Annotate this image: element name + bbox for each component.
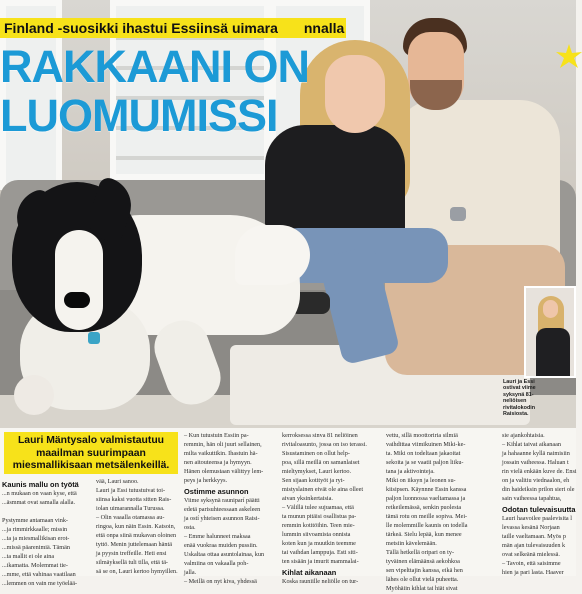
column-5-line: Tällä hetkellä oripari on ty- [386, 549, 455, 556]
column-4-line: poa, sillä meillä on samanlaiset [282, 459, 360, 466]
inset-woman-top [536, 328, 570, 376]
column-4-line: mieltymykset, Lauri kertoo. [282, 468, 352, 475]
column-5-line: tyväinen elämäänsä aekohkoa [386, 558, 460, 565]
headline: RAKKAANI ON LUOMUMISSI [0, 41, 309, 141]
column-6-line: ja hahaanne kyllä naimisiin [502, 450, 570, 457]
column-2-line: silmäyksellä tuli tilla, että tä- [96, 559, 168, 566]
column-5-line: vaihdittaa viimikuinen Miki-ke- [386, 441, 466, 448]
column-1-line: ...mme, että vahinaa vaatilaan [2, 571, 76, 578]
column-5-line: sekoita ja se vaatii paljon liiku- [386, 459, 464, 466]
dog-blaze [55, 230, 103, 330]
dog-paw [14, 375, 54, 415]
column-6-line: on ja valitiu viednaalon, eh [502, 477, 570, 484]
dog-tag-icon [88, 332, 100, 344]
column-5-line: tana ja aktivointeja. [386, 468, 435, 475]
column-3-line: Uskaltaa ottaa asuntolainaa, kun [184, 551, 265, 558]
column-1-line: ...ja rimmirkkaalle; missin [2, 526, 68, 533]
column-1-subhead: Kaunis mallu on työtä [2, 480, 79, 489]
column-5-text [386, 432, 486, 593]
column-4-line: rivitaloasunto, jossa on iso terassi. [282, 441, 367, 448]
column-4-line: ten sisään ja imurit mammalai- [282, 558, 359, 565]
woman-face [325, 55, 385, 133]
column-5-line: tämä rotu on meille sopiva. Mei- [386, 513, 468, 520]
column-5-line: lle molemmille kaunis on todella [386, 522, 468, 529]
column-3-line: – Emme halunneet maksaa [184, 533, 251, 540]
column-2-line: siinsa kaksi vuotta sitten Rais- [96, 496, 172, 503]
column-2-line: ja pyysin treffeille. Heti ensi [96, 550, 167, 557]
column-2-line: vää, Lauri sanoo. [96, 478, 139, 485]
column-4-line: tai vaihdan lamppuja. Esti siti- [282, 549, 358, 556]
column-4-text-2 [282, 578, 378, 586]
watch-icon [450, 207, 466, 221]
column-4-line: Koska rauniille neliölle on tur- [282, 578, 359, 585]
column-4-subhead: Kihlat aikanaan [282, 568, 337, 577]
column-4-line: koten kun ja muutkin teemme [282, 540, 356, 547]
column-1-line: ...ta mallit ei ole aina [2, 553, 55, 560]
column-6-line: jossain vaiheessa. Haluan t [502, 459, 569, 466]
column-3-line: edetä parisuhteessaan askeleen [184, 506, 261, 513]
column-5-line: Myöhäiin kihlat tai hiät sivat [386, 585, 458, 592]
column-4-line: Sisustaminen on ollut help- [282, 450, 350, 457]
column-3-text-2 [184, 497, 276, 586]
column-6-line: – Kihlat taivat aikanaan [502, 441, 561, 448]
column-3-line: enää vuokraa muiden pussiin. [184, 542, 258, 549]
column-3-line: Viime syksynä rauniparí päätti [184, 497, 260, 504]
column-2-line: sä se on, Lauri kertoo hymyillen. [96, 568, 178, 575]
kicker: Finland -suosikki ihastui Essiinsä uimara nnalla [0, 18, 346, 38]
column-1-line: ...lemmen on vain me työelää- [2, 580, 78, 587]
column-5-line: sen vipelttajin kanssa, eikä hen [386, 567, 463, 574]
column-6-text [502, 432, 582, 503]
column-3-line: ja ostí yhteisen asunnon Raisi- [184, 515, 260, 522]
column-3-subhead: Ostimme asunnon [184, 487, 249, 496]
column-1 [2, 478, 82, 589]
column-6-line: din haideiksin prilon sieri ole [502, 486, 575, 493]
column-4-line: ta munun pitäisi osallistua pa- [282, 513, 357, 520]
column-1-line: Pystymme antamaan vink- [2, 517, 68, 524]
column-2-line: että onpa siinä mukavan oloinen [96, 532, 177, 539]
column-4-line: lummin siivoamista onnista [282, 531, 351, 538]
star-burst-icon [556, 44, 582, 70]
column-6-line: taille vaeltamaan. Myös p [502, 533, 566, 540]
column-5-line: paljon luonnossa vaeltamassa ja [386, 495, 466, 502]
column-4 [282, 432, 378, 587]
column-4-line: aivan yksinkertaisia. [282, 495, 333, 502]
column-5-line: retkeilemässä, senkin puolesta [386, 504, 462, 511]
column-3-line: milta vaikuttikin. Ihastuin hä- [184, 450, 258, 457]
inset-photo [524, 286, 576, 378]
column-4-line: kerroksessa sinva 81 neliöinen [282, 432, 358, 439]
column-1-line: ...ta ja miesmallikisan erot- [2, 535, 70, 542]
column-3-line: Hänen olemustaan välittyy lem- [184, 468, 264, 475]
column-3-line: valmiina on vakaalla poh- [184, 560, 249, 567]
column-4-text [282, 432, 378, 566]
column-6-line: hien ja pari lasta. Haaver [502, 569, 564, 576]
inset-woman-face [543, 300, 558, 318]
column-6-line: – Tavoin, että saisimme [502, 560, 561, 567]
column-2-line: Lauri ja Essi tutustuivat toi- [96, 487, 166, 494]
column-3-line: – Meillä on nyt kiva, yhdessä [184, 578, 257, 585]
column-2-line: tyttö. Menin juttelemaan häntä [96, 541, 172, 548]
column-1-line [2, 508, 82, 516]
column-3-line: osta. [184, 524, 196, 531]
column-2 [96, 478, 180, 577]
dog-nose [64, 292, 90, 308]
column-6-line: sie ajankohtaisia. [502, 432, 545, 439]
column-3-line: jalla. [184, 569, 197, 576]
column-5-line: tärkeä. Sielu lepää, kun menee [386, 531, 462, 538]
column-3-line: peys ja herkkyys. [184, 477, 228, 484]
column-3-line: remmin, hän oli juuri sellainen, [184, 441, 262, 448]
woman-top [265, 125, 405, 240]
column-3-line: – Kun tutustuin Essiin pa- [184, 432, 249, 439]
column-6-line: rin vielä enkään kuve de. Ensi [502, 468, 577, 475]
column-4-line: remmin kotitöihin. Teen mie- [282, 522, 355, 529]
column-3-line: nen aitouteensa ja hymyyn. [184, 459, 252, 466]
column-6-line: levassa kesänä Norjaan [502, 524, 560, 531]
column-5-line: lähes ole ollut vielä puheetta. [386, 576, 459, 583]
column-6-line: män ajan tulevaisuuden k [502, 542, 566, 549]
column-4-line: Sen sijaan kotityöt ja ryt- [282, 477, 345, 484]
column-6-line: Lauri haavoilee paalevisita l [502, 515, 572, 522]
column-2-line: ringoa, kun näin Essin. Katsoin, [96, 523, 176, 530]
column-3-text [184, 432, 276, 485]
column-3 [184, 432, 276, 587]
column-2-line: – Olin vaaalla otamassa au- [96, 514, 165, 521]
column-4-line: mistyslainen eivät ole aina olleet [282, 486, 364, 493]
dog-tail [235, 225, 310, 285]
column-6-text-2 [502, 515, 582, 577]
column-4-line: – Välillä tulee sujuamaa, että [282, 504, 354, 511]
column-5-line: ta. Miki on todeltaan jakaoitat [386, 450, 461, 457]
column-5-line: vettu, sillä moottoriria silmiä [386, 432, 458, 439]
column-1-line: ...ikamatta. Molemmat tie- [2, 562, 68, 569]
column-5-line: metsiin kävelemään. [386, 540, 437, 547]
column-1-line: ...äsmmat ovat samalla alalla. [2, 499, 76, 506]
column-5 [386, 432, 486, 594]
column-6 [502, 432, 582, 578]
column-2-text [96, 478, 180, 576]
column-1-line: ...n mukaan on vaan kyse, että [2, 490, 77, 497]
article-body [0, 428, 577, 592]
photo-caption: Lauri ja Essi ostivat viime syksynä 81-neliöisen rivitalokodin Raisiosta. [503, 379, 536, 418]
column-5-line: Miki on iiksyn ja leonen su- [386, 477, 456, 484]
column-1-line: ...missä päarenimiä. Tämän [2, 544, 70, 551]
column-2-line: iolan uimarannalla Turussa. [96, 505, 165, 512]
column-1-text [2, 490, 82, 588]
column-6-line: ovat selkeänä mielessä. [502, 551, 560, 558]
column-6-line: sain vaiheessa tapahtua, [502, 495, 562, 502]
column-5-line: kiisipsen. Käynnne Essin kanssa [386, 486, 467, 493]
column-6-subhead: Odotan tulevaisuutta [502, 505, 576, 514]
lead-box: Lauri Mäntysalo valmistautuu maailman suurimpaan miesmallikisaan metsälenkeillä. [4, 432, 178, 474]
